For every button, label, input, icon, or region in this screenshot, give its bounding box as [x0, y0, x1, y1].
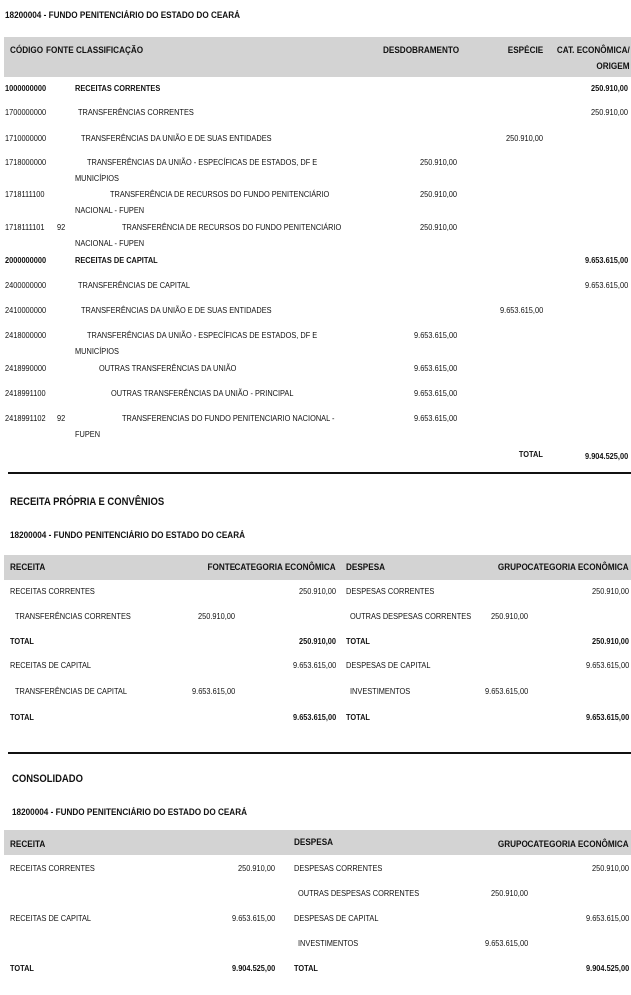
section-title-consolidado: CONSOLIDADO: [12, 773, 83, 785]
cell-codigo: 1700000000: [5, 107, 47, 117]
cell-classificacao: RECEITAS DE CAPITAL: [75, 255, 158, 265]
col-fonte-classificacao: FONTE CLASSIFICAÇÃO: [46, 45, 144, 56]
cell-grupo: 250.910,00: [491, 888, 528, 898]
cell-receita: RECEITAS CORRENTES: [10, 586, 95, 596]
cell-categoria-economica: 9.653.615,00: [585, 913, 629, 923]
cell-despesa: INVESTIMENTOS: [298, 938, 359, 948]
cell-cat-economica: 9.653.615,00: [584, 255, 628, 265]
cell-desdobramento: 9.653.615,00: [413, 413, 457, 423]
cell-despesa: OUTRAS DESPESAS CORRENTES: [298, 888, 420, 898]
col-origem: ORIGEM: [596, 61, 630, 72]
cell-codigo: 1710000000: [5, 133, 47, 143]
cell-cat-economica: 250.910,00: [591, 83, 628, 93]
divider: [8, 472, 631, 474]
cell-categoria-economica: 250.910,00: [592, 863, 629, 873]
cell-despesa: TOTAL: [294, 963, 318, 973]
cell-especie: 250.910,00: [506, 133, 543, 143]
cell-receita-valor: 9.653.615,00: [231, 913, 275, 923]
cell-categoria-economica-despesa: 250.910,00: [592, 636, 629, 646]
col-categoria-economica-despesa: CATEGORIA ECONÔMICA: [527, 562, 629, 573]
cell-desdobramento: 250.910,00: [420, 157, 457, 167]
cell-codigo: 2418990000: [5, 363, 47, 373]
cell-classificacao: TRANSFERÊNCIAS DA UNIÃO E DE SUAS ENTIDADES: [81, 133, 272, 143]
section3-org: 18200004 - FUNDO PENITENCIÁRIO DO ESTADO DO CEARÁ: [12, 807, 248, 818]
cell-receita: TOTAL: [10, 636, 34, 646]
cell-classificacao-cont: MUNICÍPIOS: [75, 173, 119, 183]
cell-receita-valor: 9.904.525,00: [231, 963, 275, 973]
cell-receita: TOTAL: [10, 712, 34, 722]
cell-despesa: DESPESAS DE CAPITAL: [294, 913, 379, 923]
cell-classificacao-cont: NACIONAL - FUPEN: [75, 238, 145, 248]
cell-codigo: 1718111101: [5, 222, 45, 232]
col-receita: RECEITA: [10, 562, 46, 573]
cell-classificacao: TRANSFERÊNCIA DE RECURSOS DO FUNDO PENITENCIÁRIO: [122, 222, 342, 232]
cell-codigo: 2400000000: [5, 280, 47, 290]
cell-receita: TRANSFERÊNCIAS DE CAPITAL: [15, 686, 127, 696]
section-title-receita-propria: RECEITA PRÓPRIA E CONVÊNIOS: [10, 496, 165, 508]
cell-classificacao: TRANSFERÊNCIA DE RECURSOS DO FUNDO PENITENCIÁRIO: [110, 189, 330, 199]
col-categoria-economica: CATEGORIA ECONÔMICA: [234, 562, 336, 573]
cell-classificacao-cont: NACIONAL - FUPEN: [75, 205, 145, 215]
cell-receita-valor: 250.910,00: [238, 863, 275, 873]
cell-codigo: 2418000000: [5, 330, 47, 340]
cell-codigo: 2000000000: [5, 255, 47, 265]
col-grupo: GRUPO: [498, 839, 528, 850]
cell-classificacao: TRANSFERÊNCIAS DA UNIÃO - ESPECÍFICAS DE ESTADOS, DF E: [87, 330, 318, 340]
cell-classificacao: TRANSFERÊNCIAS DA UNIÃO E DE SUAS ENTIDADES: [81, 305, 272, 315]
cell-receita: RECEITAS DE CAPITAL: [10, 913, 92, 923]
cell-despesa: INVESTIMENTOS: [350, 686, 411, 696]
cell-categoria-economica: 250.910,00: [299, 636, 336, 646]
cell-especie: 9.653.615,00: [499, 305, 543, 315]
cell-codigo: 1718111100: [5, 189, 45, 199]
col-especie: ESPÉCIE: [507, 45, 543, 56]
cell-desdobramento: 250.910,00: [420, 222, 457, 232]
cell-cat-economica: 250.910,00: [591, 107, 628, 117]
table-header-bar: [4, 37, 631, 77]
cell-classificacao: TRANSFERENCIAS DO FUNDO PENITENCIARIO NACIONAL -: [122, 413, 335, 423]
cell-receita: TOTAL: [10, 963, 34, 973]
cell-codigo: 2418991100: [5, 388, 46, 398]
cell-categoria-economica-despesa: 9.653.615,00: [585, 660, 629, 670]
cell-categoria-economica-despesa: 250.910,00: [592, 586, 629, 596]
cell-classificacao: TRANSFERÊNCIAS CORRENTES: [78, 107, 194, 117]
total-value: 9.904.525,00: [584, 451, 628, 461]
col-grupo: GRUPO: [498, 562, 528, 573]
total-label: TOTAL: [519, 449, 543, 459]
col-despesa: DESPESA: [294, 837, 334, 848]
cell-despesa: DESPESAS DE CAPITAL: [346, 660, 431, 670]
cell-desdobramento: 250.910,00: [420, 189, 457, 199]
cell-grupo: 9.653.615,00: [484, 686, 528, 696]
cell-grupo: 9.653.615,00: [484, 938, 528, 948]
col-categoria-economica: CATEGORIA ECONÔMICA: [527, 839, 629, 850]
cell-fonte: 250.910,00: [198, 611, 235, 621]
col-desdobramento: DESDOBRAMENTO: [383, 45, 460, 56]
cell-codigo: 1718000000: [5, 157, 47, 167]
cell-classificacao-cont: FUPEN: [75, 429, 101, 439]
cell-codigo: 2418991102: [5, 413, 46, 423]
cell-categoria-economica: 250.910,00: [299, 586, 336, 596]
section2-org: 18200004 - FUNDO PENITENCIÁRIO DO ESTADO DO CEARÁ: [10, 530, 246, 541]
cell-fonte: 9.653.615,00: [191, 686, 235, 696]
cell-receita: TRANSFERÊNCIAS CORRENTES: [15, 611, 131, 621]
cell-despesa: TOTAL: [346, 712, 370, 722]
col-fonte: FONTE: [207, 562, 235, 573]
col-cat-economica: CAT. ECONÔMICA/: [557, 45, 630, 56]
cell-codigo: 1000000000: [5, 83, 47, 93]
cell-desdobramento: 9.653.615,00: [413, 388, 457, 398]
cell-despesa: DESPESAS CORRENTES: [294, 863, 383, 873]
cell-categoria-economica: 9.904.525,00: [585, 963, 629, 973]
cell-classificacao: OUTRAS TRANSFERÊNCIAS DA UNIÃO - PRINCIPAL: [111, 388, 294, 398]
cell-receita: RECEITAS CORRENTES: [10, 863, 95, 873]
col-codigo: CÓDIGO: [10, 45, 44, 56]
divider: [8, 752, 631, 754]
cell-codigo: 2410000000: [5, 305, 47, 315]
cell-grupo: 250.910,00: [491, 611, 528, 621]
cell-categoria-economica: 9.653.615,00: [292, 660, 336, 670]
cell-classificacao: OUTRAS TRANSFERÊNCIAS DA UNIÃO: [99, 363, 237, 373]
cell-desdobramento: 9.653.615,00: [413, 330, 457, 340]
cell-despesa: OUTRAS DESPESAS CORRENTES: [350, 611, 472, 621]
org-title: 18200004 - FUNDO PENITENCIÁRIO DO ESTADO DO CEARÁ: [5, 10, 241, 21]
col-despesa: DESPESA: [346, 562, 386, 573]
cell-categoria-economica-despesa: 9.653.615,00: [585, 712, 629, 722]
cell-receita: RECEITAS DE CAPITAL: [10, 660, 92, 670]
cell-desdobramento: 9.653.615,00: [413, 363, 457, 373]
cell-despesa: DESPESAS CORRENTES: [346, 586, 435, 596]
cell-classificacao: TRANSFERÊNCIAS DA UNIÃO - ESPECÍFICAS DE ESTADOS, DF E: [87, 157, 318, 167]
cell-fonte: 92: [57, 222, 66, 232]
cell-fonte: 92: [57, 413, 66, 423]
col-receita: RECEITA: [10, 839, 46, 850]
cell-classificacao-cont: MUNICÍPIOS: [75, 346, 119, 356]
cell-categoria-economica: 9.653.615,00: [292, 712, 336, 722]
cell-cat-economica: 9.653.615,00: [584, 280, 628, 290]
cell-classificacao: RECEITAS CORRENTES: [75, 83, 161, 93]
cell-classificacao: TRANSFERÊNCIAS DE CAPITAL: [78, 280, 190, 290]
cell-despesa: TOTAL: [346, 636, 370, 646]
